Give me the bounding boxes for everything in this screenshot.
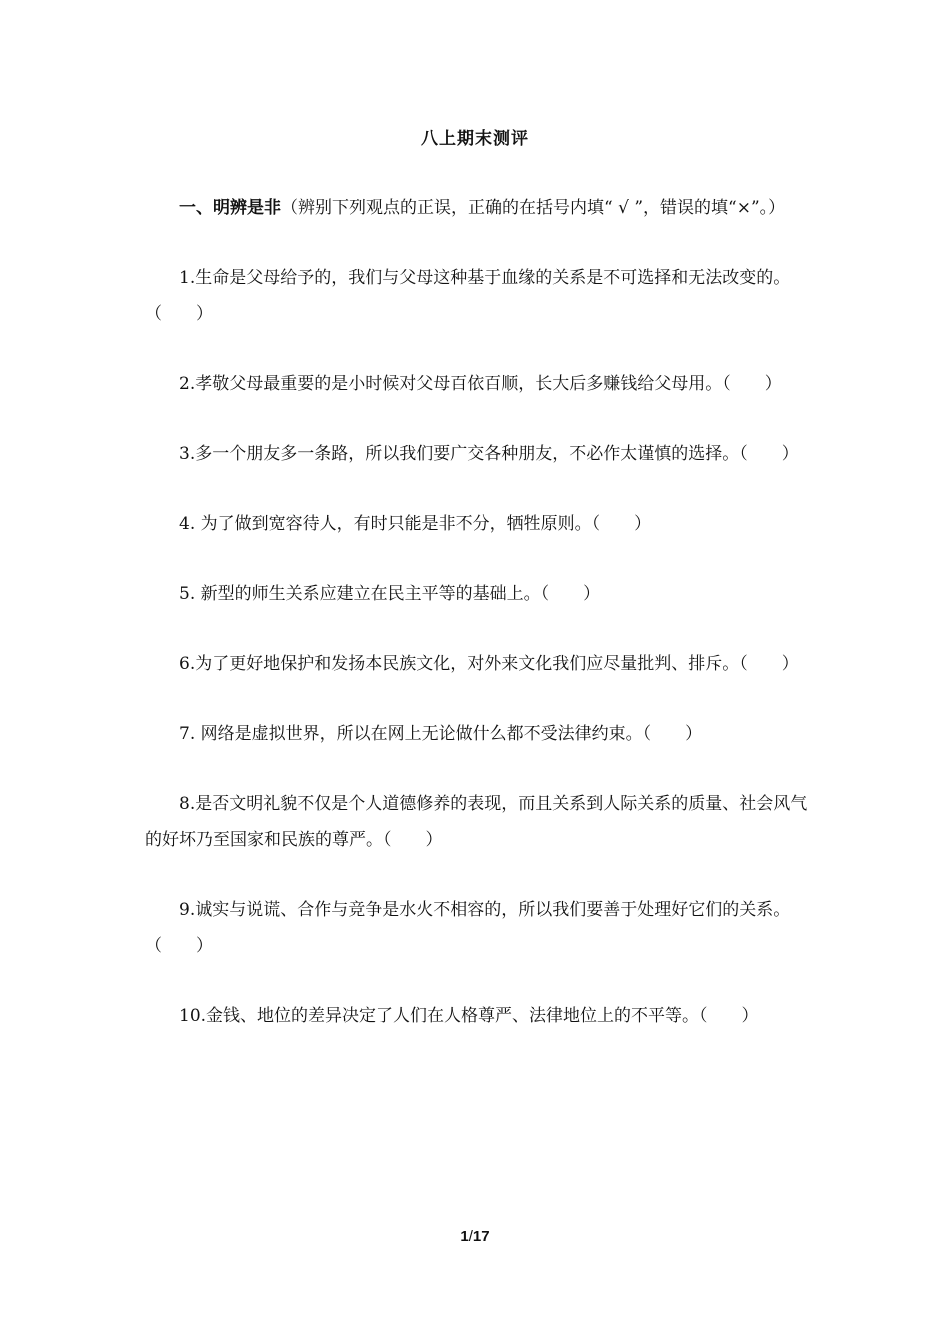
document-body [145, 190, 811, 1068]
question-item: 3.多一个朋友多一条路，所以我们要广交各种朋友，不必作太谨慎的选择。（ ） [179, 444, 799, 464]
section-heading [145, 190, 811, 226]
question-item: 4. 为了做到宽容待人，有时只能是非不分，牺牲原则。（ ） [179, 514, 652, 534]
question-item: 2.孝敬父母最重要的是小时候对父母百依百顺，长大后多赚钱给父母用。（ ） [179, 374, 782, 394]
current-page: 1 [460, 1228, 469, 1245]
question-item: 7. 网络是虚拟世界，所以在网上无论做什么都不受法律约束。（ ） [179, 724, 703, 744]
question-item: 1.生命是父母给予的，我们与父母这种基于血缘的关系是不可选择和无法改变的。（ ） [145, 268, 791, 324]
page-number [0, 1228, 950, 1245]
total-pages: 17 [472, 1228, 490, 1245]
section-instruction: （辨别下列观点的正误，正确的在括号内填“ √ ”，错误的填“×”。） [281, 198, 786, 218]
section-title: 一、明辨是非 [179, 198, 281, 218]
question-item: 9.诚实与说谎、合作与竞争是水火不相容的，所以我们要善于处理好它们的关系。（ ） [145, 900, 791, 956]
question-item: 5. 新型的师生关系应建立在民主平等的基础上。（ ） [179, 584, 601, 604]
page-title: 八上期末测评 [421, 129, 529, 149]
question-item: 6.为了更好地保护和发扬本民族文化，对外来文化我们应尽量批判、排斥。（ ） [179, 654, 799, 674]
question-item: 8.是否文明礼貌不仅是个人道德修养的表现，而且关系到人际关系的质量、社会风气的好坏乃至国家和民族的尊严。（ ） [145, 794, 808, 850]
page-separator: / [468, 1228, 473, 1245]
question-item: 10.金钱、地位的差异决定了人们在人格尊严、法律地位上的不平等。（ ） [179, 1006, 759, 1026]
